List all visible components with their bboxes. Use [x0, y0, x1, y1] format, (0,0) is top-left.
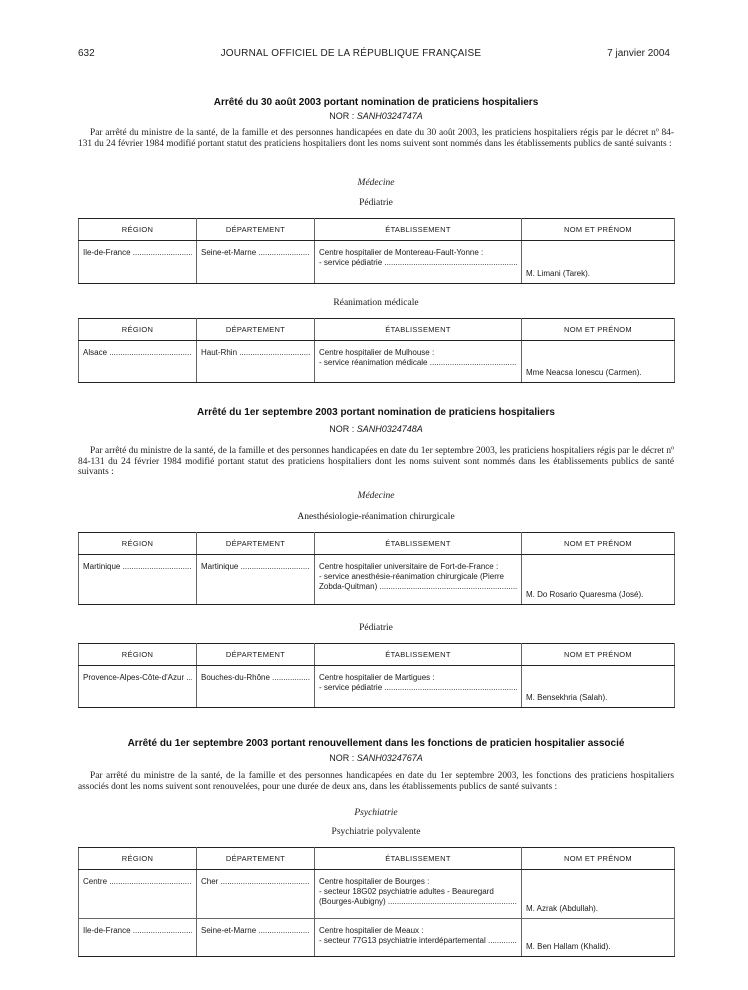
region-cell: Martinique .....: [79, 555, 197, 605]
nomination-table: [78, 532, 675, 605]
table-header-row: [79, 219, 675, 241]
arrete-2-nor: [78, 424, 674, 434]
arrete-1-title: Arrêté du 30 août 2003 portant nomination de praticiens hospitaliers: [213, 97, 539, 108]
etablissement-cell: Centre hospitalier de Montereau-Fault-Yonne : - service pédiatrie .....: [315, 241, 522, 284]
table-row: [79, 555, 675, 605]
arrete-3-subsection-1: Psychiatrie polyvalente: [331, 827, 421, 837]
col-region: RÉGION: [79, 219, 197, 241]
table-header-row: [79, 644, 675, 666]
col-etablissement: ÉTABLISSEMENT: [315, 533, 522, 555]
nor-code: SANH0324748A: [356, 424, 423, 434]
arrete-3-title: Arrêté du 1er septembre 2003 portant renouvellement dans les fonctions de praticien hospitalier associé: [127, 738, 625, 749]
arrete-3-section: Psychiatrie: [354, 808, 398, 818]
col-etablissement: ÉTABLISSEMENT: [315, 644, 522, 666]
nom-cell: Mme Neacsa Ionescu (Carmen).: [522, 341, 675, 383]
etablissement-cell: Centre hospitalier de Bourges : - secteur 18G02 psychiatrie adultes - Beauregard (Bourges-Aubigny) .....: [315, 870, 522, 919]
nom-cell: M. Azrak (Abdullah).: [522, 870, 675, 919]
col-etablissement: ÉTABLISSEMENT: [315, 319, 522, 341]
arrete-2-paragraph: Par arrêté du ministre de la santé, de la famille et des personnes handicapées en date du 1er septembre 2003, les praticiens hospitaliers régis par le décret nº 84-131 du 24 février 1984 modifié portant statut des praticiens hospitaliers dont les noms suivent sont nommés dans les établissements publics de santé suivants :: [78, 446, 674, 477]
departement-cell: Seine-et-Marne .....: [197, 241, 315, 284]
col-nom: NOM ET PRÉNOM: [522, 533, 675, 555]
region-cell: Centre .....: [79, 870, 197, 919]
nomination-table: [78, 643, 675, 708]
region-cell: Provence-Alpes-Côte-d'Azur .....: [79, 666, 197, 708]
col-departement: DÉPARTEMENT: [197, 533, 315, 555]
col-nom: NOM ET PRÉNOM: [522, 644, 675, 666]
col-region: RÉGION: [79, 848, 197, 870]
nom-cell: M. Ben Hallam (Khalid).: [522, 919, 675, 957]
table-row: [79, 241, 675, 284]
table-header-row: [79, 319, 675, 341]
table-row: [79, 919, 675, 957]
arrete-1-paragraph: Par arrêté du ministre de la santé, de la famille et des personnes handicapées en date du 30 août 2003, les praticiens hospitaliers régis par le décret nº 84-131 du 24 février 1984 modifié portant statut des praticiens hospitaliers dont les noms suivent sont nommés dans les établissements publics de santé suivants :: [78, 128, 674, 149]
col-departement: DÉPARTEMENT: [197, 319, 315, 341]
table-header-row: [79, 848, 675, 870]
arrete-1-nor: [78, 111, 674, 121]
col-departement: DÉPARTEMENT: [197, 848, 315, 870]
table-row: [79, 870, 675, 919]
col-etablissement: ÉTABLISSEMENT: [315, 219, 522, 241]
col-departement: DÉPARTEMENT: [197, 219, 315, 241]
arrete-2-subsection-1: Anesthésiologie-réanimation chirurgicale: [297, 512, 455, 522]
col-etablissement: ÉTABLISSEMENT: [315, 848, 522, 870]
nomination-table: [78, 318, 675, 383]
col-nom: NOM ET PRÉNOM: [522, 219, 675, 241]
col-region: RÉGION: [79, 644, 197, 666]
table-row: [79, 341, 675, 383]
etablissement-cell: Centre hospitalier universitaire de Fort-de-France : - service anesthésie-réanimation chirurgicale (Pierre Zobda-Quitman) .....: [315, 555, 522, 605]
nom-cell: M. Limani (Tarek).: [522, 241, 675, 284]
departement-cell: Martinique .....: [197, 555, 315, 605]
etablissement-cell: Centre hospitalier de Meaux : - secteur 77G13 psychiatrie interdépartemental .....: [315, 919, 522, 957]
arrete-2-subsection-2: Pédiatrie: [359, 623, 393, 633]
table-row: [79, 666, 675, 708]
nom-cell: M. Do Rosario Quaresma (José).: [522, 555, 675, 605]
departement-cell: Haut-Rhin .....: [197, 341, 315, 383]
departement-cell: Cher .....: [197, 870, 315, 919]
etablissement-cell: Centre hospitalier de Mulhouse : - service réanimation médicale .....: [315, 341, 522, 383]
nor-label: NOR :: [329, 424, 355, 434]
nor-label: NOR :: [329, 753, 355, 763]
nomination-table: [78, 847, 675, 957]
region-cell: Ile-de-France .....: [79, 241, 197, 284]
nomination-table: [78, 218, 675, 284]
nor-code: SANH0324747A: [356, 111, 423, 121]
region-cell: Ile-de-France .....: [79, 919, 197, 957]
col-nom: NOM ET PRÉNOM: [522, 848, 675, 870]
departement-cell: Bouches-du-Rhône .....: [197, 666, 315, 708]
journal-title: JOURNAL OFFICIEL DE LA RÉPUBLIQUE FRANÇAISE: [220, 48, 482, 59]
region-cell: Alsace .....: [79, 341, 197, 383]
col-departement: DÉPARTEMENT: [197, 644, 315, 666]
arrete-3-nor: [78, 753, 674, 763]
issue-date: 7 janvier 2004: [607, 48, 670, 59]
arrete-1-section: Médecine: [357, 178, 395, 188]
col-nom: NOM ET PRÉNOM: [522, 319, 675, 341]
departement-cell: Seine-et-Marne .....: [197, 919, 315, 957]
page-number: 632: [78, 48, 95, 59]
arrete-1-subsection-1: Pédiatrie: [359, 198, 393, 208]
col-region: RÉGION: [79, 319, 197, 341]
etablissement-cell: Centre hospitalier de Martigues : - service pédiatrie .....: [315, 666, 522, 708]
nor-code: SANH0324767A: [356, 753, 423, 763]
arrete-1-subsection-2: Réanimation médicale: [333, 298, 419, 308]
table-header-row: [79, 533, 675, 555]
col-region: RÉGION: [79, 533, 197, 555]
arrete-2-section: Médecine: [357, 491, 395, 501]
arrete-3-paragraph: Par arrêté du ministre de la santé, de la famille et des personnes handicapées en date du 1er septembre 2003, les fonctions des praticiens hospitaliers associés dont les noms suivent sont renouvelées, pour une durée de deux ans, dans les établissements publics de santé suivants :: [78, 771, 674, 792]
running-header: [78, 48, 670, 59]
arrete-2-title: Arrêté du 1er septembre 2003 portant nomination de praticiens hospitaliers: [197, 407, 555, 418]
nom-cell: M. Bensekhria (Salah).: [522, 666, 675, 708]
nor-label: NOR :: [329, 111, 355, 121]
